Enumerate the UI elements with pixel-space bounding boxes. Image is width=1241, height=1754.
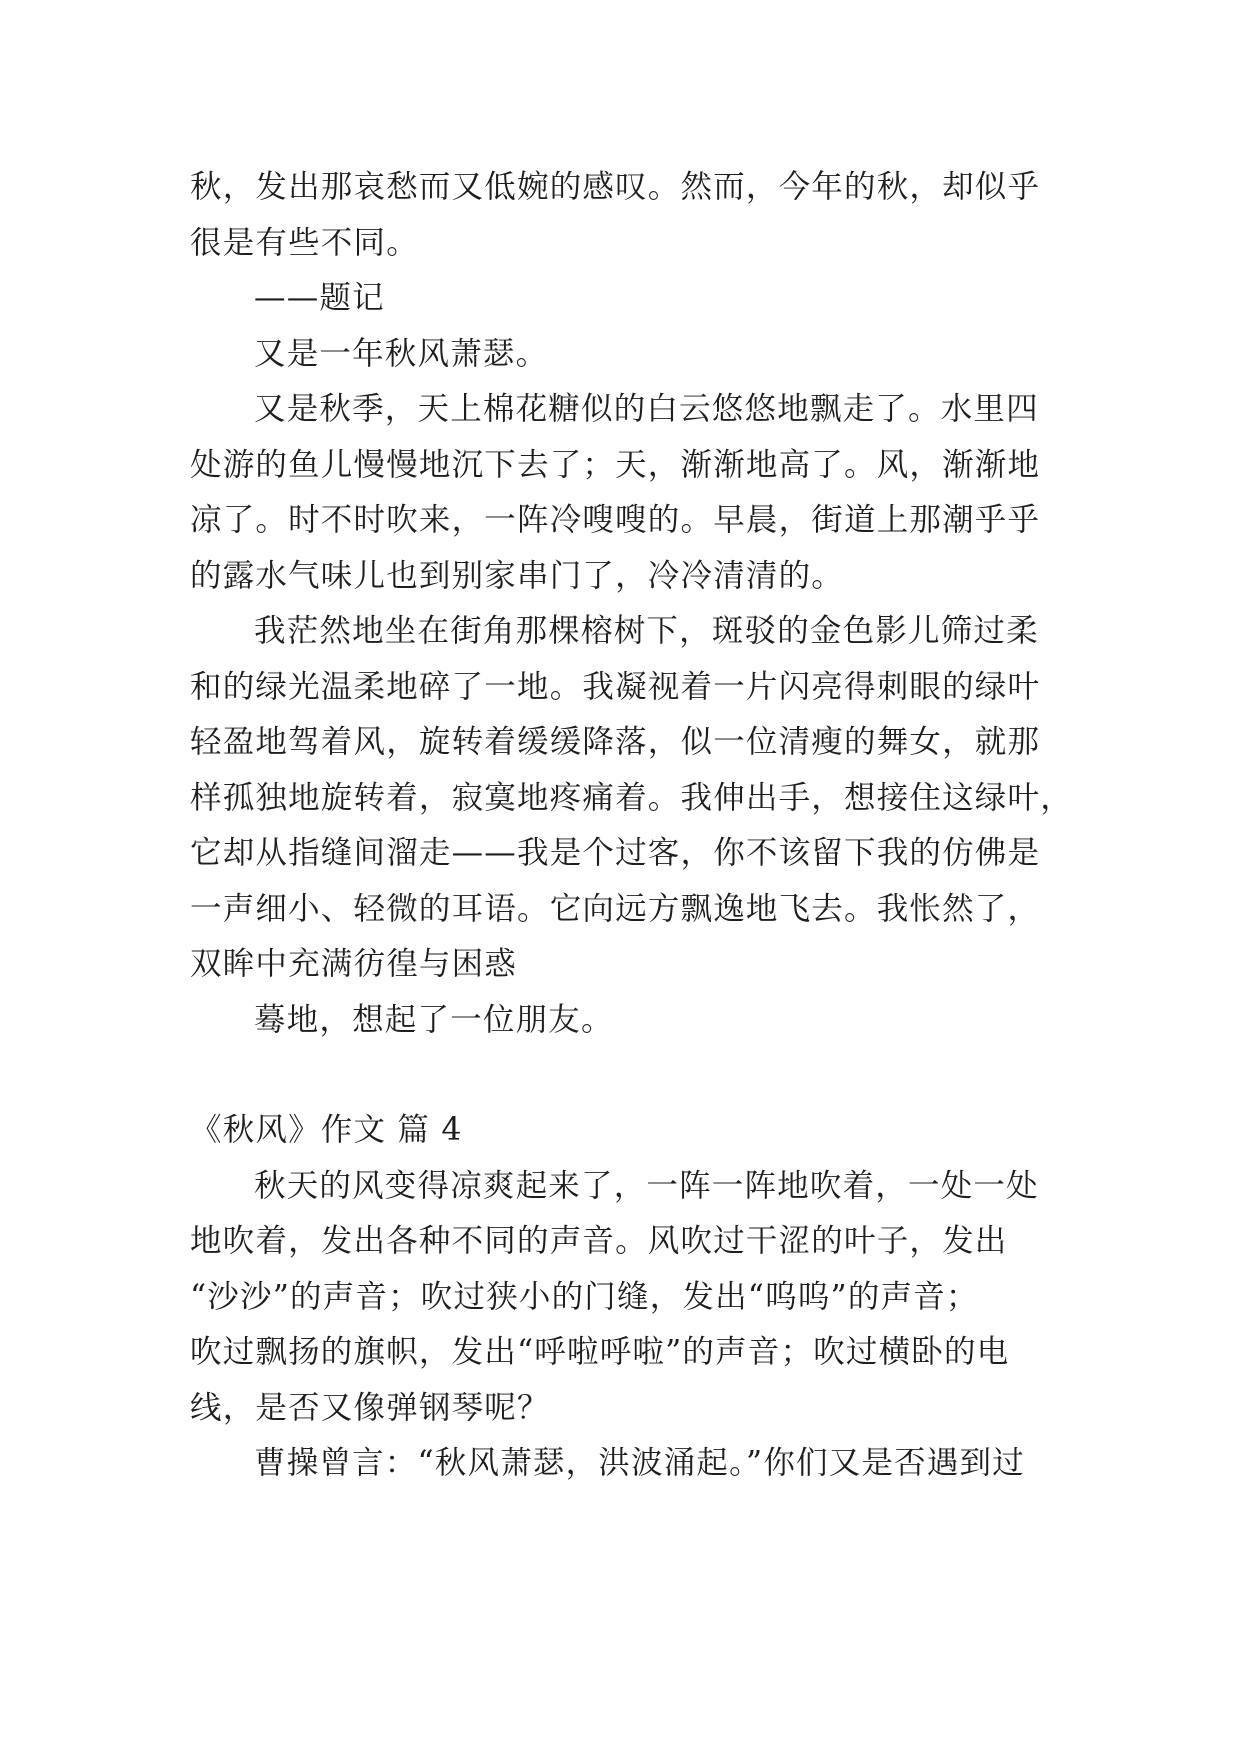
text-line: 很是有些不同。 xyxy=(190,224,419,261)
text-line: 吹过飘扬的旗帜，发出“呼啦呼啦”的声音；吹过横卧的电 xyxy=(190,1334,1010,1370)
text-line: 线，是否又像弹钢琴呢？ xyxy=(190,1389,550,1426)
text-line: 蓦地，想起了一位朋友。 xyxy=(254,1001,614,1038)
text-line: 它却从指缝间溜走——我是个过客，你不该留下我的仿佛是 xyxy=(190,835,1041,871)
text-line: “沙沙”的声音；吹过狭小的门缝，发出“呜呜”的声音； xyxy=(190,1278,979,1315)
text-line: 一声细小、轻微的耳语。它向远方飘逸地飞去。我怅然了， xyxy=(190,890,1041,927)
text-line: 双眸中充满彷徨与困惑 xyxy=(190,946,518,982)
text-line: 又是秋季，天上棉花糖似的白云悠悠地飘走了。水里四 xyxy=(254,391,1039,427)
text-line: 的露水气味儿也到别家串门了，冷冷清清的。 xyxy=(190,557,845,594)
essay-text xyxy=(190,160,1073,1492)
text-line: 又是一年秋风萧瑟。 xyxy=(254,335,549,372)
text-line: 处游的鱼儿慢慢地沉下去了；天，渐渐地高了。风，渐渐地 xyxy=(190,446,1041,483)
text-line: 凉了。时不时吹来，一阵冷嗖嗖的。早晨，街道上那潮乎乎 xyxy=(190,502,1041,538)
text-line: 秋天的风变得凉爽起来了，一阵一阵地吹着，一处一处 xyxy=(254,1167,1039,1204)
text-line: 秋，发出那哀愁而又低婉的感叹。然而，今年的秋，却似乎 xyxy=(190,169,1041,205)
text-line: 我茫然地坐在街角那棵榕树下，斑驳的金色影儿筛过柔 xyxy=(254,613,1039,649)
text-line: 曹操曾言：“秋风萧瑟，洪波涌起。”你们又是否遇到过 xyxy=(254,1445,1025,1481)
text-line: 和的绿光温柔地碎了一地。我凝视着一片闪亮得刺眼的绿叶 xyxy=(190,668,1041,705)
section-heading: 《秋风》作文 篇 4 xyxy=(190,1112,463,1148)
section-gap xyxy=(190,1048,1070,1103)
text-line: 轻盈地驾着风，旋转着缓缓降落，似一位清瘦的舞女，就那 xyxy=(190,724,1041,760)
epigraph-attribution: ——题记 xyxy=(254,280,385,316)
text-line: 地吹着，发出各种不同的声音。风吹过干涩的叶子，发出 xyxy=(190,1223,1008,1259)
text-line: 样孤独地旋转着，寂寞地疼痛着。我伸出手，想接住这绿叶， xyxy=(190,779,1073,816)
